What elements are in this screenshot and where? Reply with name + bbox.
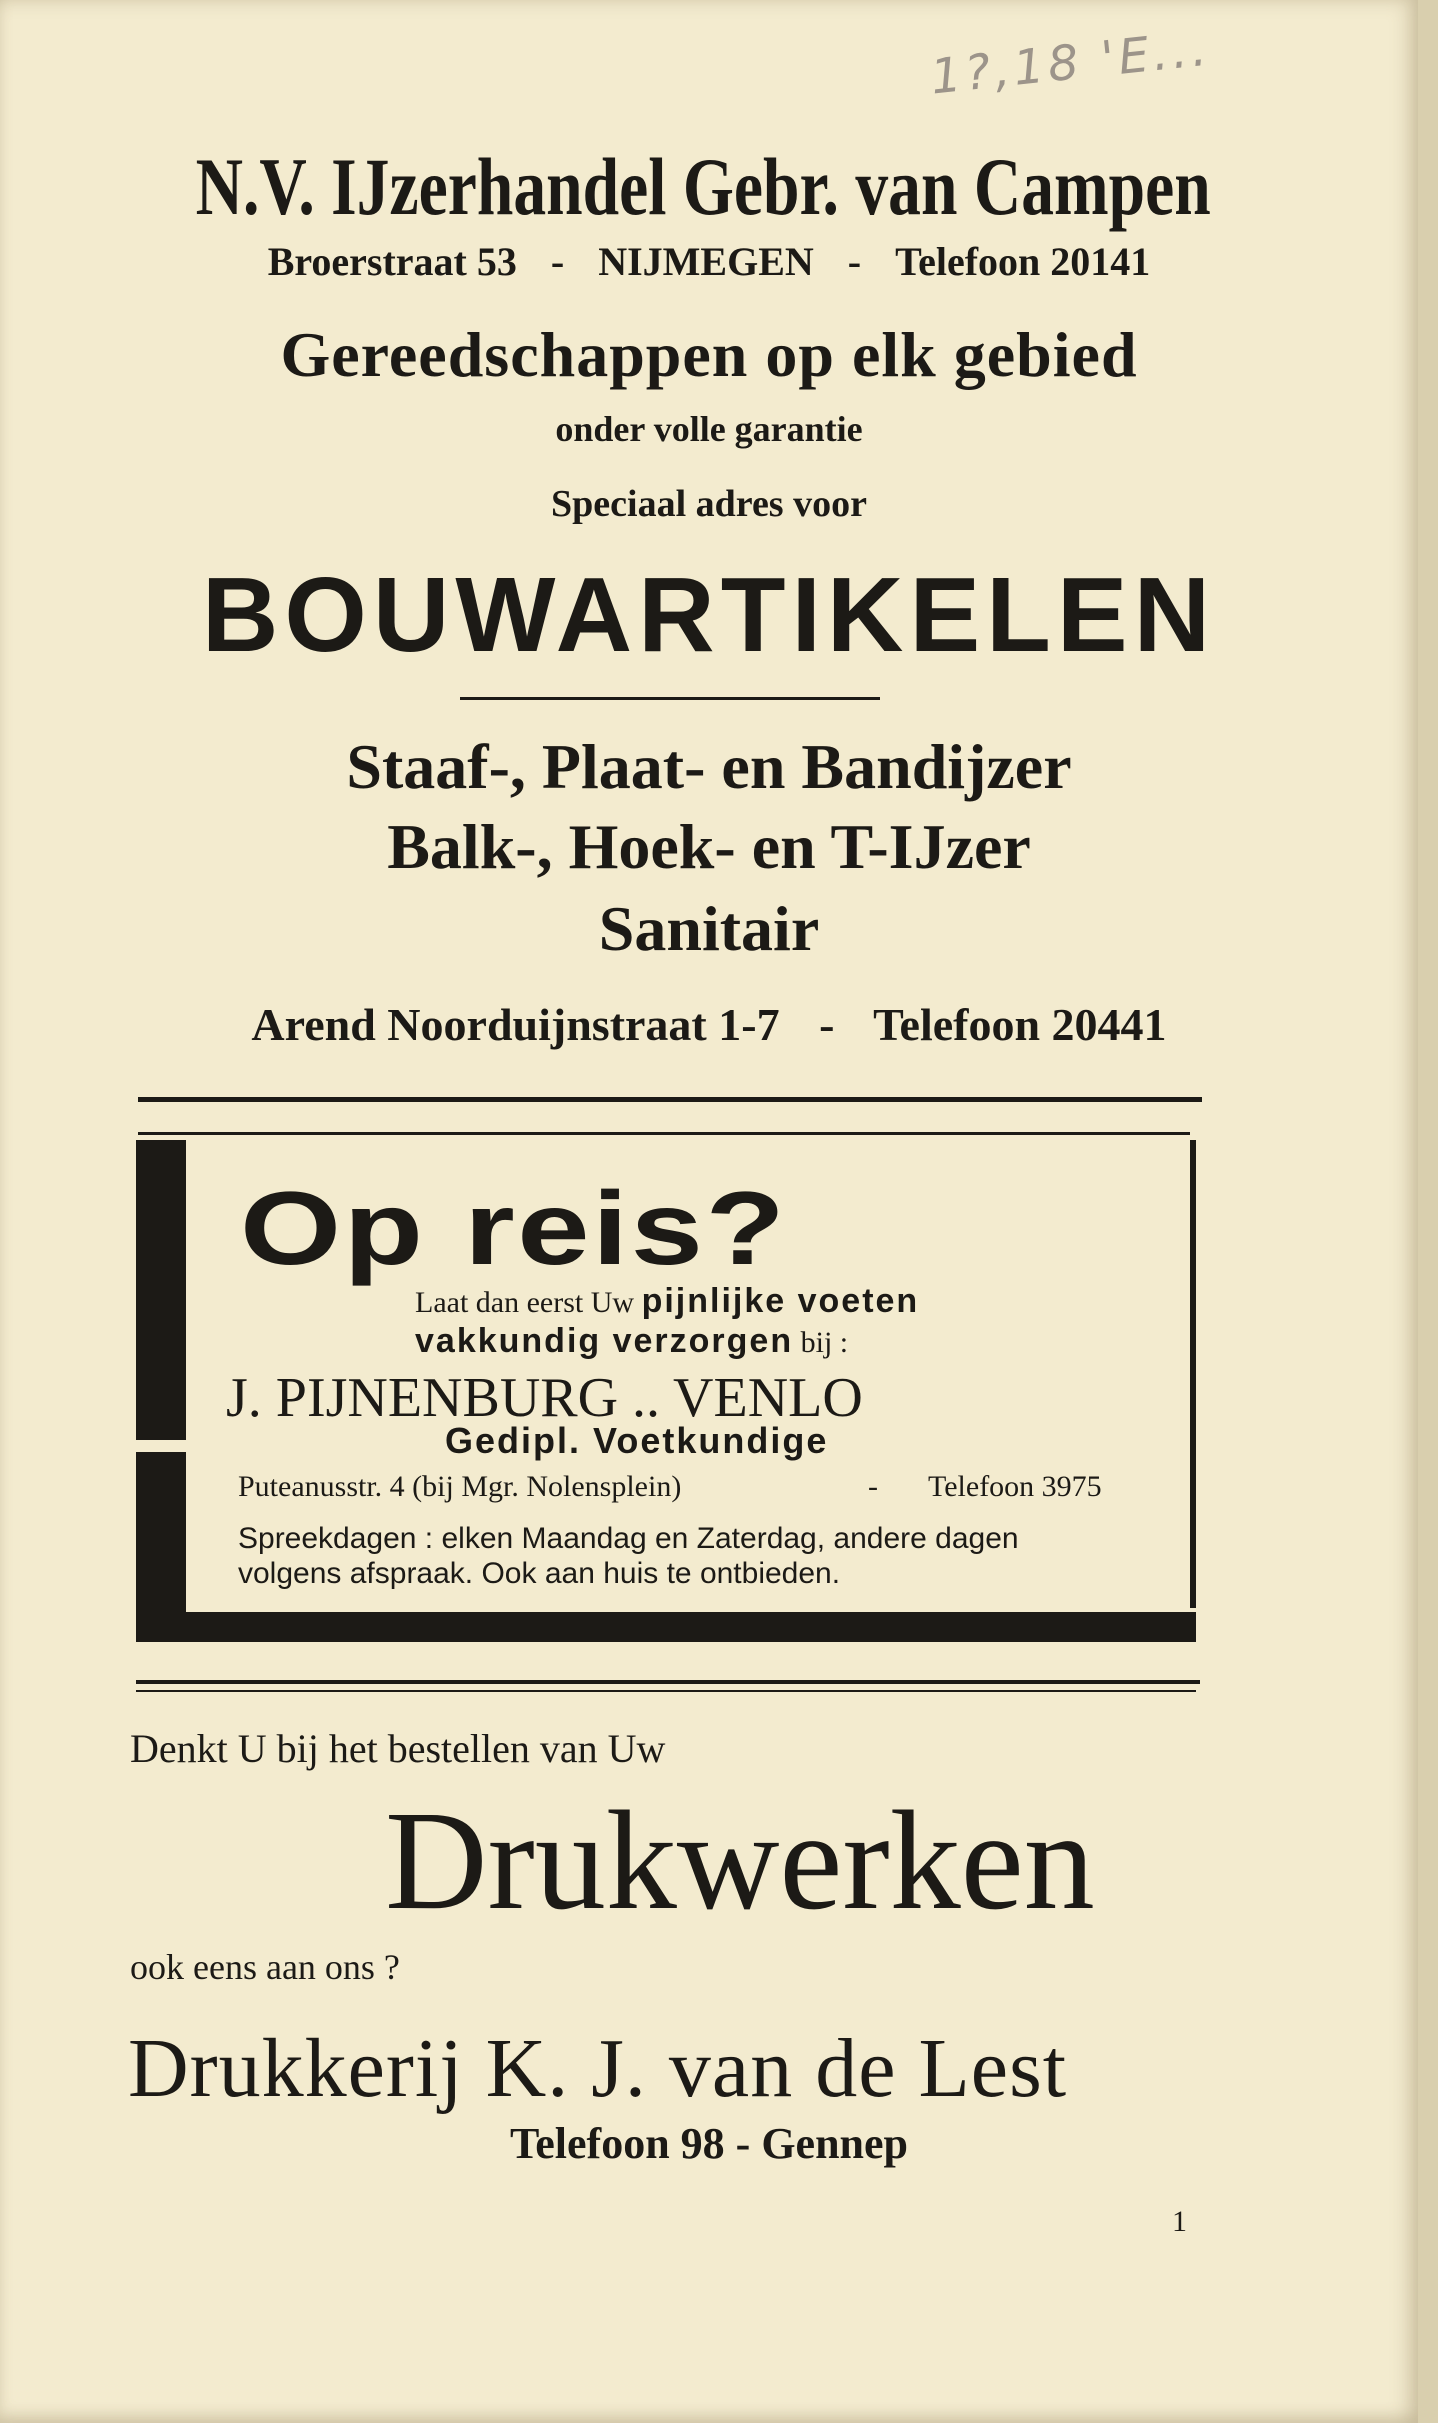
ad-box-left-bar bbox=[136, 1140, 186, 1612]
special-address-text: Speciaal adres voor bbox=[551, 483, 867, 525]
company-name: N.V. IJzerhandel Gebr. van Campen bbox=[195, 141, 1211, 232]
second-address-line bbox=[0, 998, 1418, 1051]
bouwartikelen-headline: BOUWARTIKELEN bbox=[201, 556, 1217, 674]
product-line: Balk-, Hoek- en T-IJzer bbox=[387, 811, 1031, 882]
second-address: Arend Noorduijnstraat 1-7 bbox=[251, 999, 780, 1050]
foot-care-line-2 bbox=[415, 1322, 848, 1361]
ad-box-right-border bbox=[1190, 1140, 1196, 1608]
op-reis-headline: Op reis? bbox=[240, 1171, 788, 1287]
tools-heading: Gereedschappen op elk gebied bbox=[280, 319, 1138, 390]
company-city: NIJMEGEN bbox=[598, 239, 814, 284]
foot-care-emphasis: pijnlijke voeten bbox=[641, 1282, 920, 1320]
print-question: Denkt U bij het bestellen van Uw bbox=[130, 1726, 666, 1771]
separator: - bbox=[550, 239, 565, 284]
consultation-hours-line: Spreekdagen : elken Maandag en Zaterdag, andere dagen bbox=[238, 1522, 1019, 1555]
foot-care-line-1 bbox=[415, 1282, 919, 1321]
product-line: Sanitair bbox=[598, 893, 820, 964]
separator: - bbox=[847, 239, 862, 284]
podiatrist-title: Gedipl. Voetkundige bbox=[445, 1420, 829, 1461]
divider bbox=[138, 1132, 1190, 1135]
product-line: Staaf-, Plaat- en Bandijzer bbox=[346, 731, 1072, 802]
pencil-annotation: 1?,18 'E... bbox=[927, 20, 1214, 106]
foot-care-emphasis: vakkundig verzorgen bbox=[415, 1322, 794, 1360]
foot-care-text: bij : bbox=[793, 1326, 849, 1359]
print-question-end: ook eens aan ons ? bbox=[130, 1947, 400, 1987]
divider bbox=[136, 1680, 1200, 1684]
consultation-hours-line: volgens afspraak. Ook aan huis te ontbieden. bbox=[238, 1557, 841, 1590]
separator: - bbox=[819, 999, 835, 1050]
podiatrist-address-line bbox=[238, 1470, 1102, 1504]
printer-phone: Telefoon 98 - Gennep bbox=[509, 2119, 909, 2168]
printer-name: Drukkerij K. J. van de Lest bbox=[128, 2022, 1068, 2115]
ad-box-bottom-bar bbox=[136, 1612, 1196, 1642]
divider bbox=[138, 1097, 1202, 1102]
company-street: Broerstraat 53 bbox=[267, 239, 517, 284]
company-address-line bbox=[0, 238, 1418, 285]
foot-care-text: Laat dan eerst Uw bbox=[415, 1286, 642, 1319]
podiatrist-phone: Telefoon 3975 bbox=[928, 1470, 1102, 1503]
podiatrist-name: J. PIJNENBURG .. VENLO bbox=[226, 1367, 863, 1429]
podiatrist-address: Puteanusstr. 4 (bij Mgr. Nolensplein) bbox=[238, 1470, 682, 1503]
guarantee-text: onder volle garantie bbox=[555, 409, 863, 449]
second-phone: Telefoon 20441 bbox=[873, 999, 1167, 1050]
divider bbox=[136, 1690, 1196, 1692]
page-number: 1 bbox=[1172, 2205, 1187, 2238]
ad-box-bar-gap bbox=[136, 1440, 186, 1452]
separator: - bbox=[868, 1470, 878, 1503]
company-phone: Telefoon 20141 bbox=[895, 239, 1151, 284]
divider bbox=[460, 697, 880, 700]
drukwerken-headline: Drukwerken bbox=[385, 1781, 1095, 1939]
